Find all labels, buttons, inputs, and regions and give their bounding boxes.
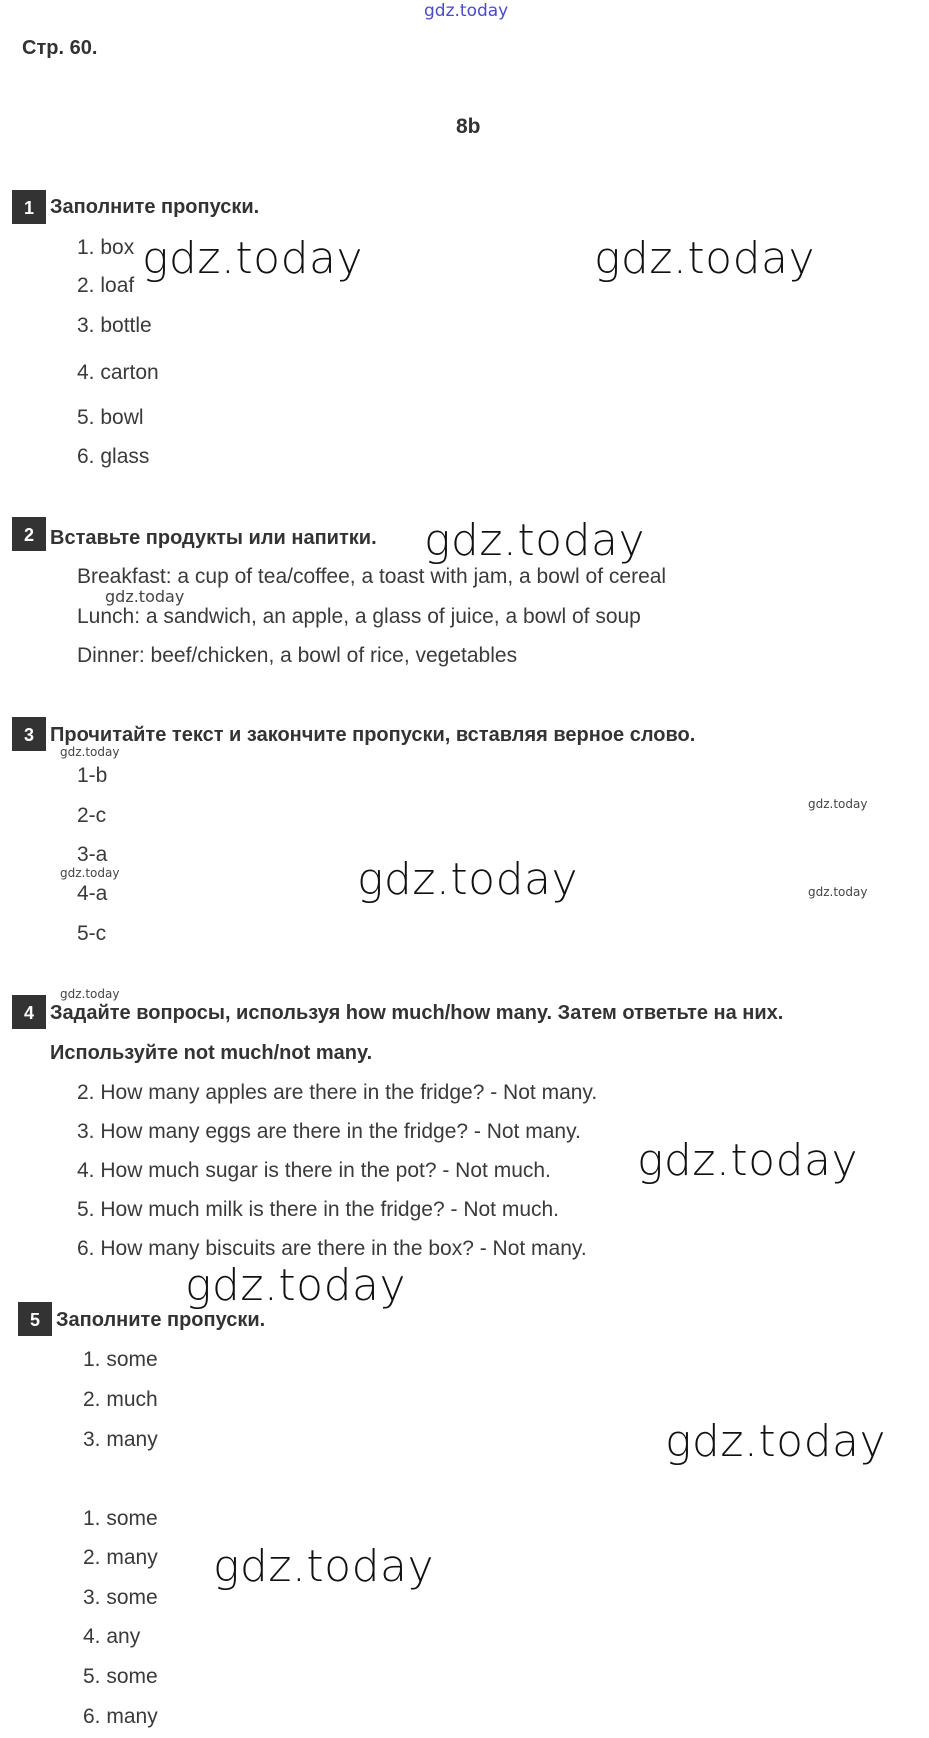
list-item: 1. some [83,1507,158,1530]
list-item: 2. many [83,1546,158,1569]
list-item: 3. many [83,1428,158,1451]
list-item: 3. How many eggs are there in the fridge? - Not many. [77,1120,581,1143]
watermark-large: gdz.today [594,233,816,284]
page-label: Стр. 60. [22,37,98,59]
list-item: 4-a [77,882,108,905]
list-item: 4. carton [77,361,159,384]
watermark-large: gdz.today [665,1416,887,1467]
watermark-small: gdz.today [808,885,868,899]
task-3-badge: 3 [12,717,46,751]
watermark-top: gdz.today [424,1,509,21]
watermark-small: gdz.today [105,587,185,606]
list-item: 5. some [83,1665,158,1688]
task-2-title: Вставьте продукты или напитки. [50,527,377,549]
watermark-large: gdz.today [213,1541,435,1592]
watermark-large: gdz.today [424,515,646,566]
list-item: 2. How many apples are there in the fridge? - Not many. [77,1081,598,1104]
list-item: 3. bottle [77,314,152,337]
task-4-badge: 4 [12,995,46,1029]
watermark-small: gdz.today [808,797,868,811]
task-3-title: Прочитайте текст и закончите пропуски, вставляя верное слово. [50,724,696,746]
list-item: 2. much [83,1388,158,1411]
watermark-small: gdz.today [60,745,120,759]
watermark-small: gdz.today [60,866,120,880]
watermark-small: gdz.today [60,987,120,1001]
task-4-title-continued: Используйте not much/not many. [50,1042,373,1064]
watermark-large: gdz.today [142,233,364,284]
list-item: Breakfast: a cup of tea/coffee, a toast with jam, a bowl of cereal [77,565,667,588]
watermark-large: gdz.today [637,1135,859,1186]
list-item: 1. some [83,1348,158,1371]
list-item: Dinner: beef/chicken, a bowl of rice, vegetables [77,644,518,667]
list-item: 1. box [77,236,135,259]
watermark-large: gdz.today [357,854,579,905]
task-1-title: Заполните пропуски. [50,196,260,218]
lesson-title: 8b [456,115,481,138]
list-item: 4. any [83,1625,141,1648]
task-4-title: Задайте вопросы, используя how much/how many. Затем ответьте на них. [50,1002,784,1024]
list-item: 6. glass [77,445,150,468]
list-item: 6. many [83,1705,158,1728]
task-1-badge: 1 [12,190,46,224]
list-item: 1-b [77,764,108,787]
task-5-title: Заполните пропуски. [56,1309,266,1331]
list-item: 5. bowl [77,406,144,429]
list-item: 4. How much sugar is there in the pot? - Not much. [77,1159,551,1182]
list-item: 3-a [77,843,108,866]
list-item: Lunch: a sandwich, an apple, a glass of juice, a bowl of soup [77,605,641,628]
list-item: 3. some [83,1586,158,1609]
list-item: 2. loaf [77,274,135,297]
watermark-large: gdz.today [185,1260,407,1311]
task-5-badge: 5 [18,1302,52,1336]
list-item: 2-c [77,804,107,827]
list-item: 5. How much milk is there in the fridge? - Not much. [77,1198,560,1221]
list-item: 6. How many biscuits are there in the box? - Not many. [77,1237,587,1260]
task-2-badge: 2 [12,517,46,551]
list-item: 5-c [77,922,107,945]
